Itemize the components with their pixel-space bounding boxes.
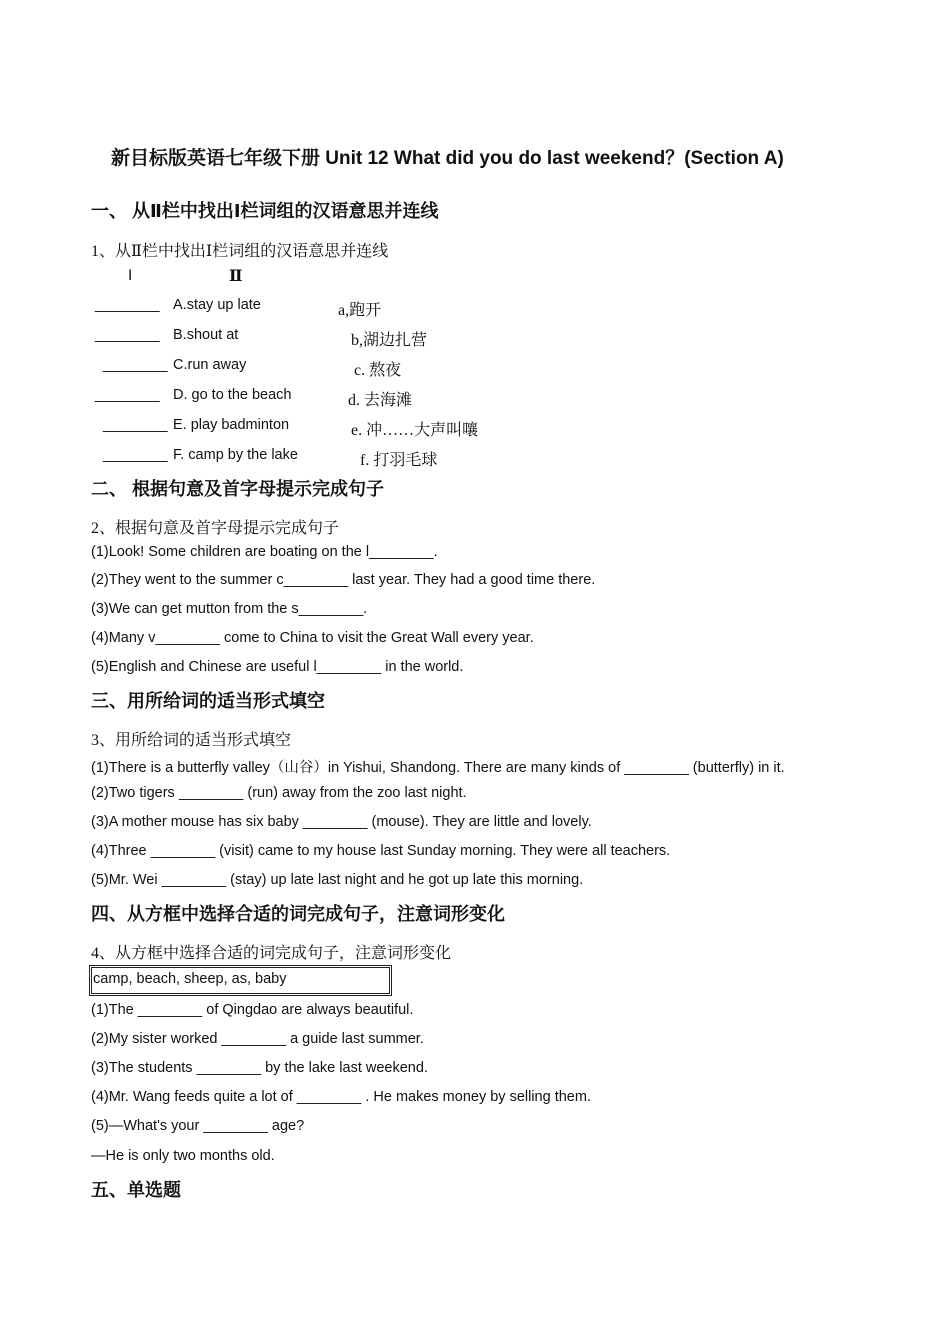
section-heading-1: 一、 从Ⅱ栏中找出Ⅰ栏词组的汉语意思并连线 bbox=[91, 201, 439, 221]
answer-blank[interactable]: ________ bbox=[95, 327, 160, 343]
meaning: f. 打羽毛球 bbox=[360, 452, 438, 469]
answer-blank[interactable]: ________ bbox=[95, 297, 160, 313]
question-item: —He is only two months old. bbox=[91, 1148, 275, 1164]
question-item: (3)We can get mutton from the s________. bbox=[91, 601, 368, 617]
column-label-2: Ⅱ bbox=[229, 268, 243, 285]
instruction-4: 4、从方框中选择合适的词完成句子，注意词形变化 bbox=[91, 945, 452, 962]
answer-blank[interactable]: ________ bbox=[103, 357, 168, 373]
section-heading-2: 二、 根据句意及首字母提示完成句子 bbox=[91, 479, 384, 499]
question-item: (4)Mr. Wang feeds quite a lot of ________ . He makes money by selling them. bbox=[91, 1089, 591, 1105]
question-item: (2)Two tigers ________ (run) away from the zoo last night. bbox=[91, 785, 467, 801]
phrase: F. camp by the lake bbox=[173, 447, 298, 463]
question-item: (1)There is a butterfly valley（山谷）in Yishui, Shandong. There are many kinds of ________ (butterfly) in it. bbox=[91, 760, 785, 776]
phrase: D. go to the beach bbox=[173, 387, 292, 403]
question-item: (5)English and Chinese are useful l________ in the world. bbox=[91, 659, 464, 675]
answer-blank[interactable]: ________ bbox=[103, 417, 168, 433]
question-item: (3)A mother mouse has six baby ________ (mouse). They are little and lovely. bbox=[91, 814, 592, 830]
question-item: (4)Three ________ (visit) came to my house last Sunday morning. They were all teachers. bbox=[91, 843, 671, 859]
question-item: (5)Mr. Wei ________ (stay) up late last night and he got up late this morning. bbox=[91, 872, 584, 888]
meaning: b,湖边扎营 bbox=[351, 332, 428, 349]
section-heading-4: 四、从方框中选择合适的词完成句子，注意词形变化 bbox=[91, 904, 505, 924]
answer-blank[interactable]: ________ bbox=[95, 387, 160, 403]
section-heading-3: 三、用所给词的适当形式填空 bbox=[91, 691, 325, 711]
meaning: e. 冲……大声叫嚷 bbox=[351, 422, 479, 439]
instruction-3: 3、用所给词的适当形式填空 bbox=[91, 732, 292, 749]
phrase: B.shout at bbox=[173, 327, 239, 343]
answer-blank[interactable]: ________ bbox=[103, 447, 168, 463]
page-title: 新目标版英语七年级下册 Unit 12 What did you do last weekend？(Section A) bbox=[111, 148, 784, 169]
question-item: (5)—What's your ________ age? bbox=[91, 1118, 305, 1134]
instruction-2: 2、根据句意及首字母提示完成句子 bbox=[91, 520, 340, 537]
column-label-1: Ⅰ bbox=[128, 268, 133, 284]
phrase: E. play badminton bbox=[173, 417, 290, 433]
meaning: c. 熬夜 bbox=[354, 362, 402, 379]
question-item: (1)The ________ of Qingdao are always beautiful. bbox=[91, 1002, 414, 1018]
meaning: a,跑开 bbox=[338, 302, 382, 319]
meaning: d. 去海滩 bbox=[348, 392, 413, 409]
phrase: C.run away bbox=[173, 357, 247, 373]
question-item: (1)Look! Some children are boating on the l________. bbox=[91, 544, 438, 560]
phrase: A.stay up late bbox=[173, 297, 261, 313]
question-item: (2)They went to the summer c________ last year. They had a good time there. bbox=[91, 572, 596, 588]
question-item: (2)My sister worked ________ a guide last summer. bbox=[91, 1031, 424, 1047]
section-heading-5: 五、单选题 bbox=[91, 1180, 181, 1200]
word-box-text: camp, beach, sheep, as, baby bbox=[93, 971, 287, 987]
question-item: (3)The students ________ by the lake last weekend. bbox=[91, 1060, 428, 1076]
instruction-1: 1、从Ⅱ栏中找出Ⅰ栏词组的汉语意思并连线 bbox=[91, 243, 389, 260]
question-item: (4)Many v________ come to China to visit the Great Wall every year. bbox=[91, 630, 534, 646]
